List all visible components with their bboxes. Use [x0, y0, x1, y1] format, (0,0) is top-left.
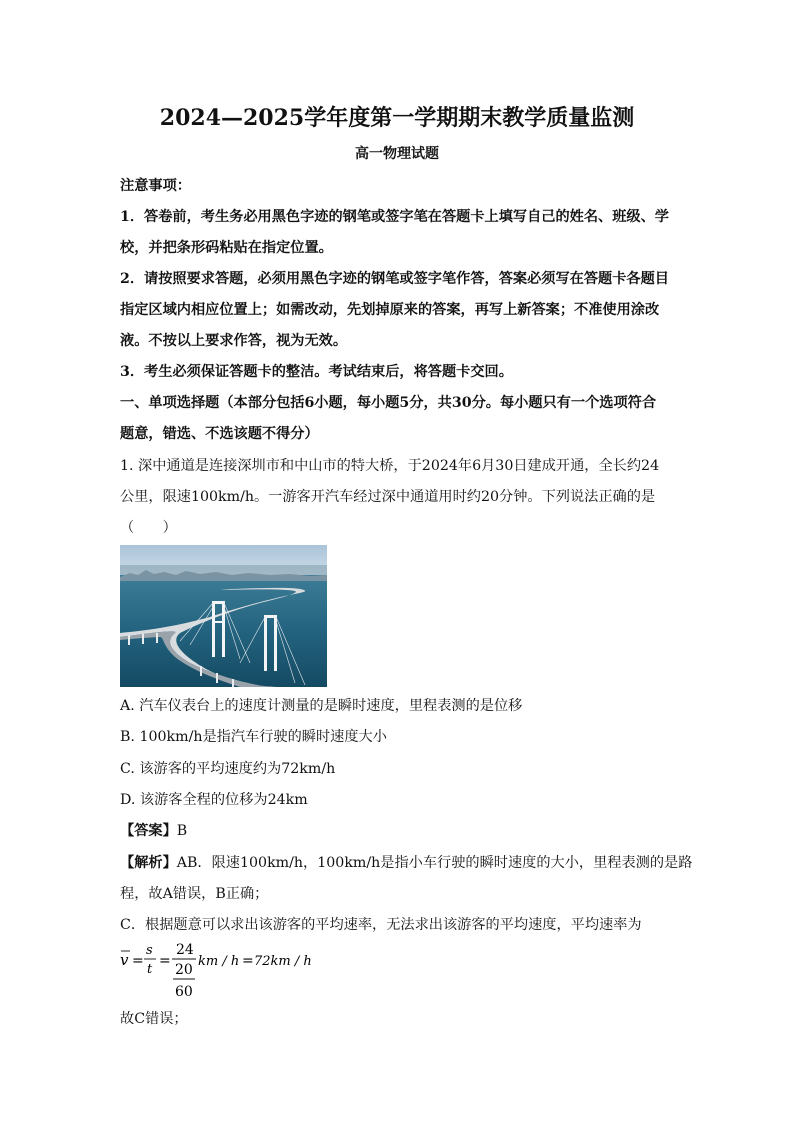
notice-line: 3．考生必须保证答题卡的整洁。考试结束后，将答题卡交回。: [120, 364, 513, 380]
analysis-line: 程，故A错误，B正确；: [120, 886, 269, 902]
option-d: D. 该游客全程的位移为24km: [120, 792, 308, 808]
analysis-text: AB．限速100km/h，100km/h是指小车行驶的瞬时速度的大小，里程表测的是路: [176, 855, 693, 871]
analysis-line: [120, 853, 693, 873]
v-symbol: v: [120, 951, 129, 969]
question-stem-line: 1. 深中通道是连接深圳市和中山市的特大桥，于2024年6月30日建成开通，全长约24: [120, 458, 660, 474]
option-b: B. 100km/h是指汽车行驶的瞬时速度大小: [120, 729, 387, 745]
bridge-photo: [120, 545, 327, 687]
s-symbol: s: [146, 943, 153, 958]
t-symbol: t: [147, 962, 153, 977]
question-stem-line: 公里，限速100km/h。一游客开汽车经过深中通道用时约20分钟。下列说法正确的是: [120, 489, 656, 505]
inner-denominator: 60: [175, 984, 193, 1000]
notice-line: 1．答卷前，考生务必用黑色字迹的钢笔或签字笔在答题卡上填写自己的姓名、班级、学: [120, 209, 669, 225]
answer-bracket: （ ）: [120, 520, 177, 536]
notice-line: 2．请按照要求答题，必须用黑色字迹的钢笔或签字笔作答，答案必须写在答题卡各题目: [120, 271, 669, 287]
unit-km-h: km / h: [198, 954, 240, 969]
result-value: 72km / h: [254, 954, 312, 969]
page-title: 2024—2025学年度第一学期期末教学质量监测: [159, 105, 635, 131]
option-a: A. 汽车仪表台上的速度计测量的是瞬时速度，里程表测的是位移: [120, 698, 523, 714]
answer-value: B: [176, 823, 188, 839]
inner-numerator: 20: [175, 962, 193, 978]
average-speed-formula: [118, 938, 418, 1002]
conclusion-line: 故C错误；: [120, 1011, 188, 1027]
equals-sign: =: [242, 953, 254, 969]
equals-sign: =: [132, 953, 144, 969]
analysis-line: C．根据题意可以求出该游客的平均速率，无法求出该游客的平均速度，平均速率为: [120, 917, 642, 933]
option-c: C. 该游客的平均速度约为72km/h: [120, 761, 336, 777]
answer-tag: 【答案】: [120, 823, 177, 839]
analysis-tag: 【解析】: [120, 855, 177, 871]
section-heading-cont: 题意，错选、不选该题不得分）: [120, 426, 319, 442]
notice-heading: 注意事项：: [120, 178, 191, 194]
answer-line: [120, 821, 680, 841]
notice-line: 指定区域内相应位置上；如需改动，先划掉原来的答案，再写上新答案；不准使用涂改: [120, 302, 660, 318]
equals-sign: =: [159, 953, 171, 969]
notice-line: 液。不按以上要求作答，视为无效。: [120, 333, 348, 349]
numerator: 24: [176, 942, 194, 958]
section-heading: 一、单项选择题（本部分包括6小题，每小题5分，共30分。每小题只有一个选项符合: [120, 395, 657, 411]
notice-line: 校，并把条形码粘贴在指定位置。: [120, 240, 333, 256]
page-subtitle: 高一物理试题: [355, 146, 439, 162]
